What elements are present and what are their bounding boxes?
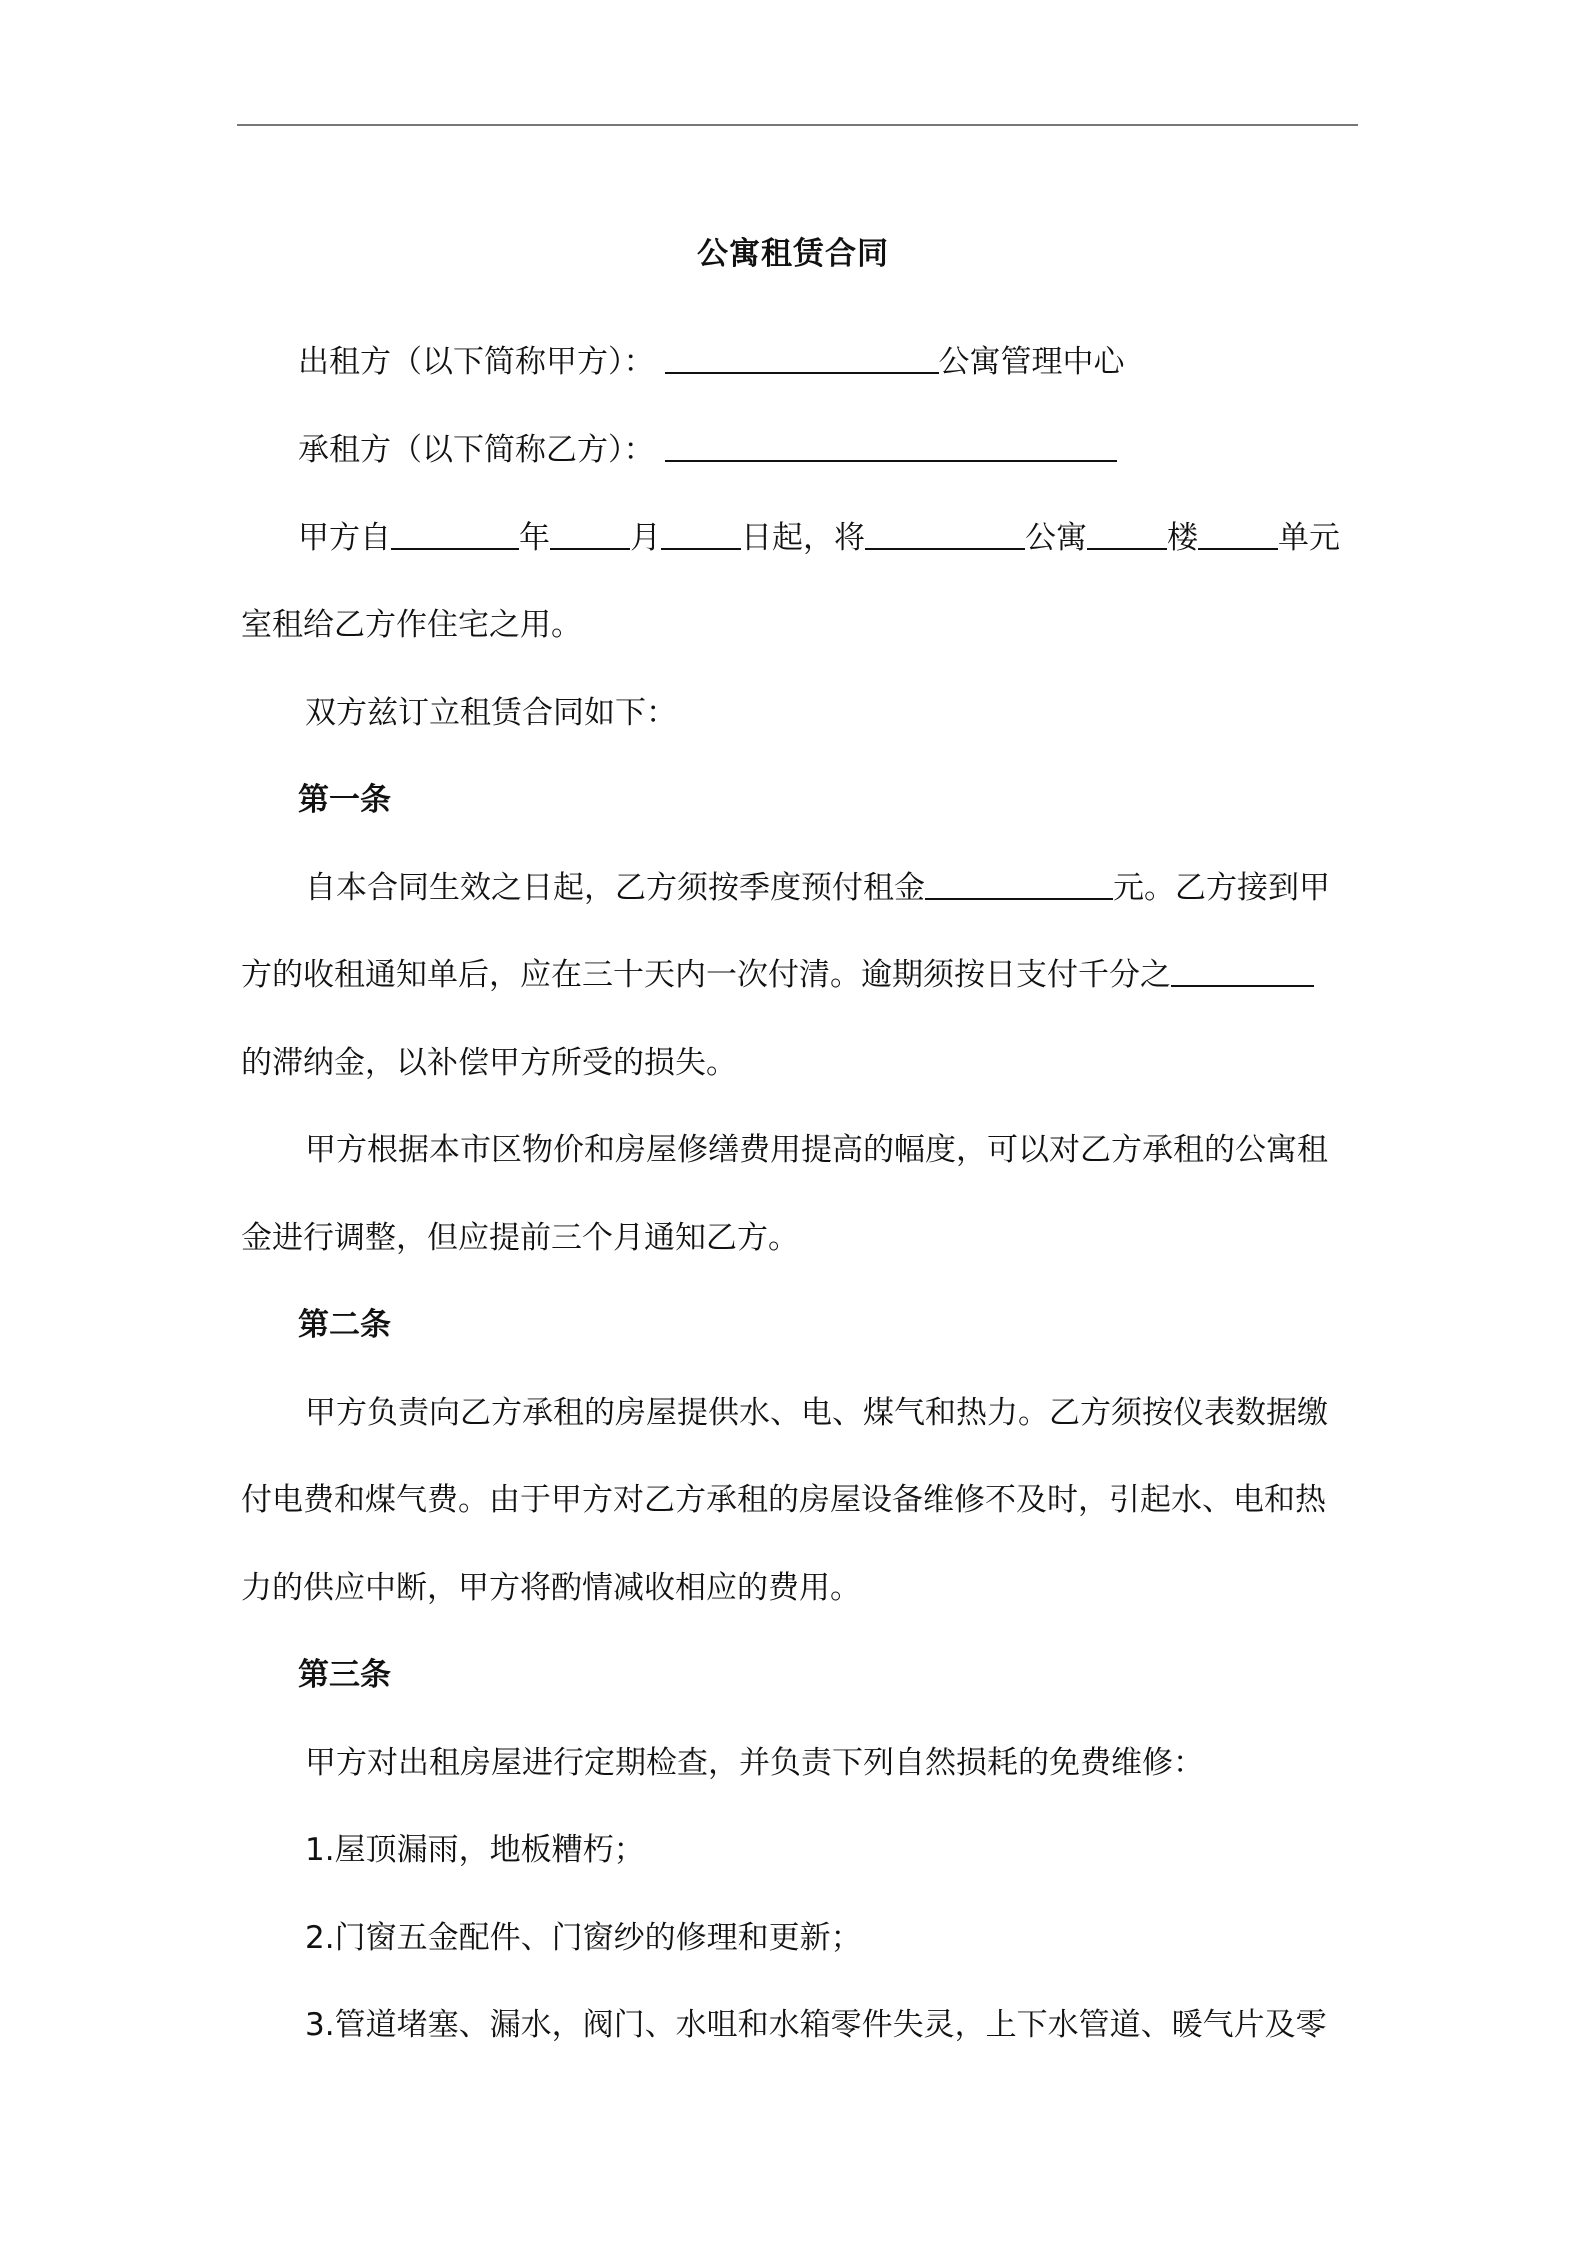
unit-blank [1198, 518, 1278, 550]
lessee-line [298, 430, 1117, 470]
article-1-p2-line-1: 甲方根据本市区物价和房屋修缮费用提高的幅度，可以对乙方承租的公寓租 [305, 1132, 1328, 1168]
article-1-heading: 第一条 [298, 782, 391, 818]
lessee-blank [665, 430, 1117, 462]
grant-building: 楼 [1167, 520, 1198, 556]
article-3-item-2: 2.门窗五金配件、门窗纱的修理和更新； [305, 1920, 862, 1956]
month-blank [550, 518, 630, 550]
building-blank [1087, 518, 1167, 550]
article-1-p2-line-2: 金进行调整，但应提前三个月通知乙方。 [241, 1220, 799, 1256]
article-3-item-1: 1.屋顶漏雨，地板糟朽； [305, 1832, 645, 1868]
lessor-line [298, 342, 1125, 382]
article-1-p1-line-2 [241, 955, 1314, 995]
grant-from: 甲方自 [298, 520, 391, 556]
rent-amount-blank [925, 868, 1113, 900]
grant-unit: 单元 [1278, 520, 1340, 556]
article-3-intro: 甲方对出租房屋进行定期检查，并负责下列自然损耗的免费维修： [305, 1745, 1204, 1781]
article-1-p1-line-3: 的滞纳金，以补偿甲方所受的损失。 [241, 1045, 737, 1081]
grant-year: 年 [519, 520, 550, 556]
grant-line-2: 室租给乙方作住宅之用。 [241, 607, 582, 643]
article-1-p1-l2-text: 方的收租通知单后，应在三十天内一次付清。逾期须按日支付千分之 [241, 957, 1171, 993]
year-blank [391, 518, 519, 550]
document-title: 公寓租赁合同 [697, 236, 889, 272]
article-2-line-3: 力的供应中断，甲方将酌情减收相应的费用。 [241, 1570, 861, 1606]
agreement-line: 双方兹订立租赁合同如下： [305, 695, 677, 731]
grant-month: 月 [630, 520, 661, 556]
article-2-line-2: 付电费和煤气费。由于甲方对乙方承租的房屋设备维修不及时，引起水、电和热 [241, 1482, 1326, 1518]
late-fee-rate-blank [1171, 955, 1314, 987]
article-3-item-3: 3.管道堵塞、漏水，阀门、水咀和水箱零件失灵，上下水管道、暖气片及零 [305, 2007, 1327, 2043]
article-2-heading: 第二条 [298, 1307, 391, 1343]
article-2-line-1: 甲方负责向乙方承租的房屋提供水、电、煤气和热力。乙方须按仪表数据缴 [305, 1395, 1328, 1431]
grant-apartment: 公寓 [1025, 520, 1087, 556]
article-3-heading: 第三条 [298, 1657, 391, 1693]
article-1-p1-line-1 [305, 868, 1330, 908]
article-1-p1-text-b: 元。乙方接到甲 [1113, 870, 1330, 906]
header-rule [237, 124, 1358, 126]
article-1-p1-text-a: 自本合同生效之日起，乙方须按季度预付租金 [305, 870, 925, 906]
day-blank [661, 518, 741, 550]
lessor-label: 出租方（以下简称甲方）： [298, 344, 655, 380]
grant-day: 日起，将 [741, 520, 865, 556]
lessor-blank [665, 342, 939, 374]
apartment-blank [865, 518, 1025, 550]
lessee-label: 承租方（以下简称乙方）： [298, 432, 655, 468]
grant-line [298, 518, 1340, 558]
lessor-name: 公寓管理中心 [938, 344, 1125, 380]
